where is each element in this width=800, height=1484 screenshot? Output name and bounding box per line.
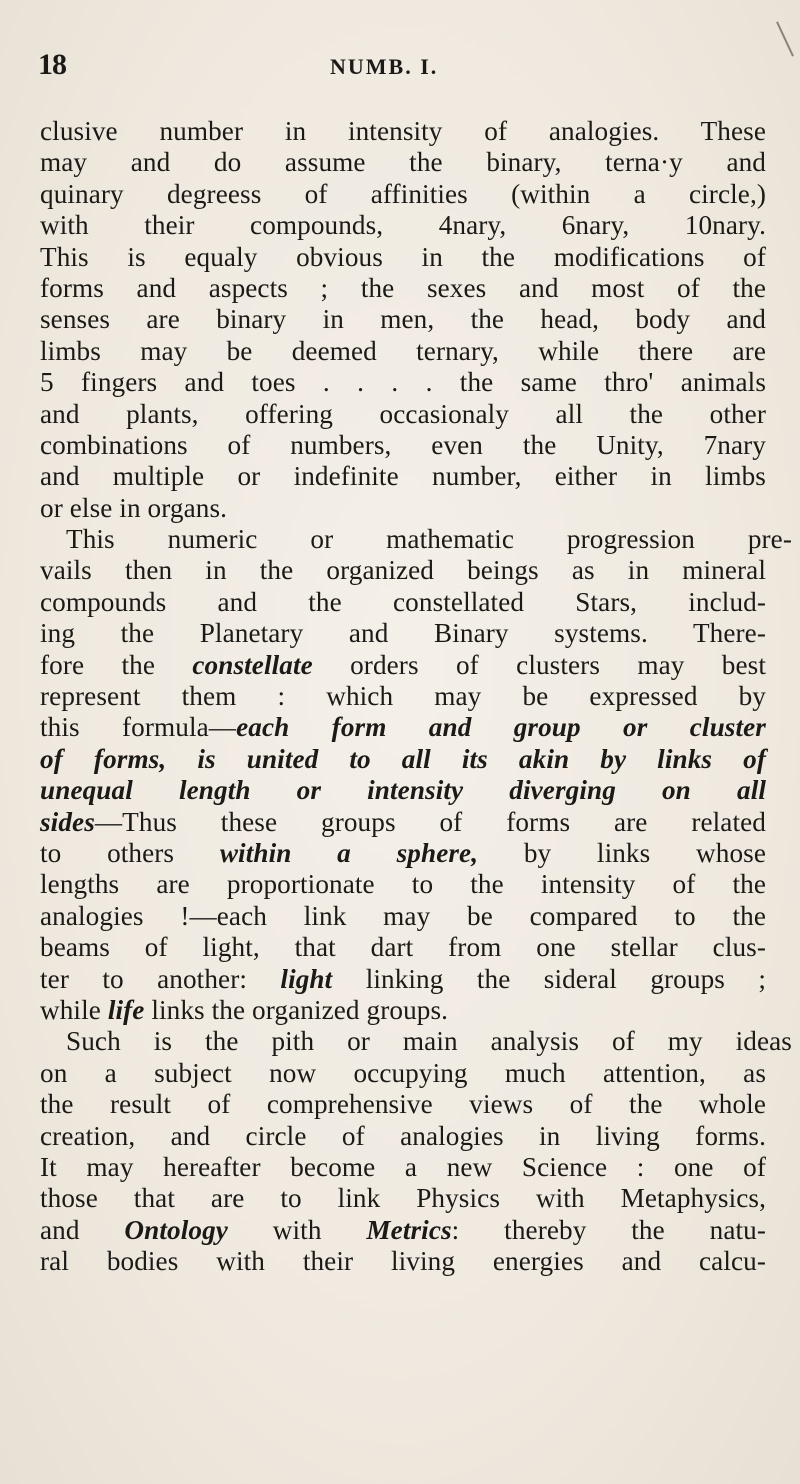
text-run: and: [40, 1214, 125, 1245]
italic-run: within a sphere,: [219, 837, 479, 868]
text-line: [40, 964, 766, 995]
text-line: ral bodies with their living energies and calcu-: [40, 1246, 766, 1277]
page-header: [38, 48, 738, 88]
text-line: with their compounds, 4nary, 6nary, 10nary.: [40, 210, 766, 241]
text-line: [40, 807, 766, 838]
text-line: ing the Planetary and Binary systems. There-: [40, 618, 766, 649]
text-line: This numeric or mathematic progression pre-: [66, 524, 792, 555]
text-line: senses are binary in men, the head, body and: [40, 304, 766, 335]
text-line: those that are to link Physics with Metaphysics,: [40, 1183, 766, 1214]
text-run: ter to another:: [40, 963, 281, 994]
italic-run: each form and group or cluster: [236, 712, 766, 743]
text-line: and multiple or indefinite number, either in limbs: [40, 461, 766, 492]
text-line: represent them : which may be expressed by: [40, 681, 766, 712]
text-line: combinations of numbers, even the Unity, 7nary: [40, 429, 766, 460]
text-run: linking the sideral groups ;: [332, 963, 767, 994]
text-line: and plants, offering occasionaly all the other: [40, 398, 766, 429]
text-run: to others: [40, 837, 220, 868]
text-run: with: [227, 1214, 367, 1245]
body-text: [40, 116, 792, 1277]
text-run: : thereby the natu-: [451, 1214, 766, 1245]
text-run: this formula—: [40, 712, 237, 743]
text-line: on a subject now occupying much attention, as: [40, 1057, 766, 1088]
text-line: creation, and circle of analogies in living forms.: [40, 1120, 766, 1151]
text-line: 5 fingers and toes . . . . the same thro' animals: [40, 367, 766, 398]
text-line: [40, 1215, 766, 1246]
text-line: [40, 775, 766, 806]
text-line: vails then in the organized beings as in mineral: [40, 555, 766, 586]
italic-run: sides: [40, 806, 95, 837]
text-line: analogies !—each link may be compared to the: [40, 900, 766, 931]
text-run: fore the: [40, 649, 193, 680]
text-line: beams of light, that dart from one stellar clus-: [40, 932, 766, 963]
text-run: —Thus these groups of forms are related: [94, 806, 766, 837]
text-line: limbs may be deemed ternary, while there are: [40, 335, 766, 366]
text-line: Such is the pith or main analysis of my ideas: [66, 1026, 792, 1057]
italic-run: Metrics: [366, 1214, 452, 1245]
text-run: orders of clusters may best: [312, 649, 766, 680]
text-line: [40, 650, 766, 681]
text-run: while: [40, 994, 108, 1025]
text-line: [40, 744, 766, 775]
text-line: clusive number in intensity of analogies. These: [40, 116, 766, 146]
text-line: [40, 995, 770, 1026]
text-line: forms and aspects ; the sexes and most of the: [40, 272, 766, 303]
text-line: [40, 712, 766, 743]
italic-run: unequal length or intensity diverging on all: [40, 775, 766, 806]
text-line: It may hereafter become a new Science : one of: [40, 1151, 766, 1182]
italic-run: life: [107, 994, 145, 1025]
italic-run: of forms, is united to all its akin by links of: [40, 743, 766, 774]
text-line: the result of comprehensive views of the whole: [40, 1089, 766, 1120]
italic-run: light: [280, 963, 333, 994]
italic-run: Ontology: [124, 1214, 228, 1245]
margin-mark: [776, 21, 794, 56]
running-head: NUMB. I.: [330, 54, 439, 79]
text-line: quinary degreess of affinities (within a circle,): [40, 178, 766, 209]
text-line: may and do assume the binary, terna·y and: [40, 147, 766, 178]
text-line: This is equaly obvious in the modifications of: [40, 241, 766, 272]
page-number: 18: [38, 48, 66, 81]
italic-run: constellate: [192, 649, 313, 680]
text-line: [40, 838, 766, 869]
text-run: links the organized groups.: [144, 994, 449, 1025]
text-run: by links whose: [478, 837, 766, 868]
text-line: or else in organs.: [40, 492, 228, 523]
text-line: compounds and the constellated Stars, includ-: [40, 586, 766, 617]
text-line: lengths are proportionate to the intensity of the: [40, 869, 766, 900]
